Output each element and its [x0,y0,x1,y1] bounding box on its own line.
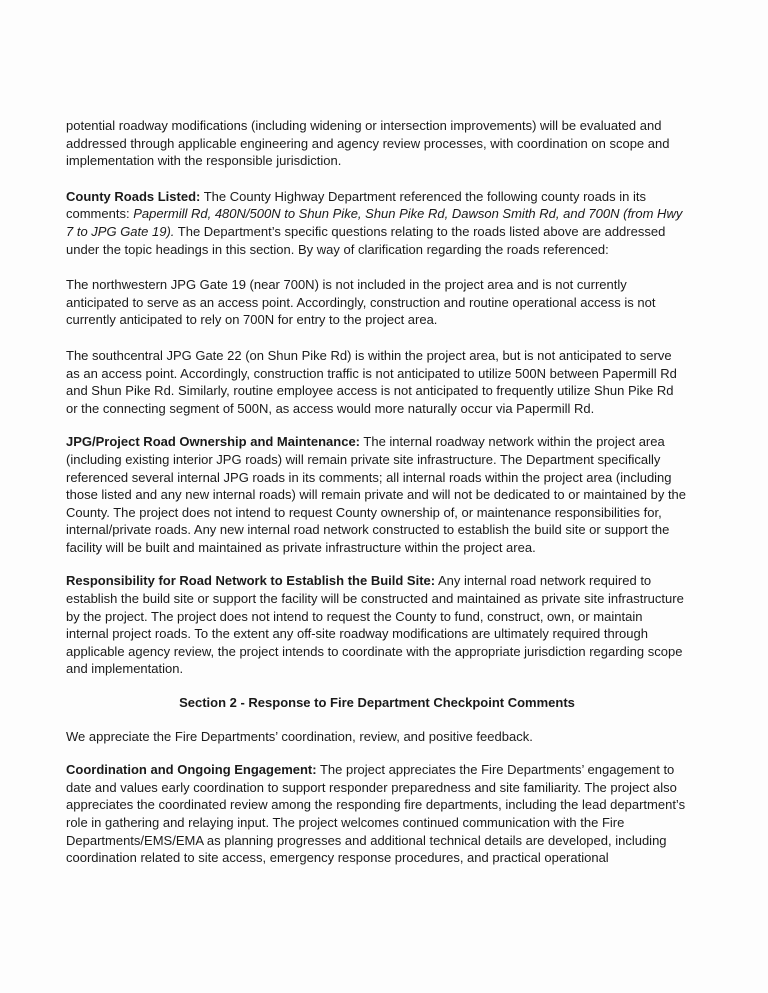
responsibility-heading: Responsibility for Road Network to Establish the Build Site: [66,573,436,589]
ownership-heading: JPG/Project Road Ownership and Maintenance: [66,434,361,450]
county-roads-text-a: The County Highway Department referenced the following county roads in its comments: [66,188,646,222]
coordination-heading: Coordination and Ongoing Engagement: [66,762,317,778]
section-2-heading: Section 2 - Response to Fire Department Checkpoint Comments [179,695,575,711]
county-roads-list: Papermill Rd, 480N/500N to Shun Pike, Shun Pike Rd, Dawson Smith Rd, and 700N (from Hwy 7 to JPG Gate 19). [66,206,683,239]
paragraph-appreciation [66,728,688,746]
paragraph-text: The southcentral JPG Gate 22 (on Shun Pike Rd) is within the project area, but is not anticipated to serve as an access point. Accordingly, construction traffic is not anticipated to utilize 500N between Papermill Rd and Shun Pike Rd. Similarly, routine employee access is not anticipated to frequently utilize Shun Pike Rd or the connecting segment of 500N, as access would more naturally occur via Papermill Rd. [66,347,677,416]
paragraph-gate-19 [66,276,688,329]
county-roads-text-b: The Department’s specific questions relating to the roads listed above are addressed under the topic headings in this section. By way of clarification regarding the roads referenced: [66,223,666,257]
paragraph-road-responsibility [66,572,688,678]
ownership-text: The internal roadway network within the project area (including existing interior JPG roads) will remain private site infrastructure. The Department specifically referenced several internal JPG roads in its comments; all internal roads within the project area (including those listed and any new internal roads) will remain private and will not be dedicated to or maintained by the County. The project does not intend to request County ownership of, or maintenance responsibilities for, internal/private roads. Any new internal road network constructed to establish the build site or support the facility will be built and maintained as private infrastructure within the project area. [66,434,687,555]
coordination-text: The project appreciates the Fire Departments’ engagement to date and values early coordination to support responder preparedness and site familiarity. The project also appreciates the coordinated review among the responding fire departments, including the lead department’s role in gathering and relaying input. The project welcomes continued communication with the Fire Departments/EMS/EMA as planning progresses and additional technical details are developed, including coordination related to site access, emergency response procedures, and practical operational [66,762,686,866]
paragraph-road-ownership [66,433,688,556]
document-body [66,117,688,885]
paragraph-gate-22 [66,347,688,417]
paragraph-county-roads [66,188,688,258]
paragraph-text: potential roadway modifications (including widening or intersection improvements) will be evaluated and addressed through applicable engineering and agency review processes, with coordination on scope and implementation with the responsible jurisdiction. [66,118,670,169]
paragraph-text: We appreciate the Fire Departments’ coordination, review, and positive feedback. [66,728,533,744]
paragraph-coordination [66,761,688,867]
paragraph-text: The northwestern JPG Gate 19 (near 700N) is not included in the project area and is not currently anticipated to serve as an access point. Accordingly, construction and routine operational access is not currently anticipated to rely on 700N for entry to the project area. [66,277,656,328]
responsibility-text: Any internal road network required to establish the build site or support the facility will be constructed and maintained as private site infrastructure by the project. The project does not intend to request the County to fund, construct, own, or maintain internal project roads. To the extent any off-site roadway modifications are ultimately required through applicable agency review, the project intends to coordinate with the appropriate jurisdiction regarding scope and implementation. [66,573,684,677]
paragraph-roadway-modifications [66,117,688,170]
county-roads-heading: County Roads Listed: [66,188,201,204]
